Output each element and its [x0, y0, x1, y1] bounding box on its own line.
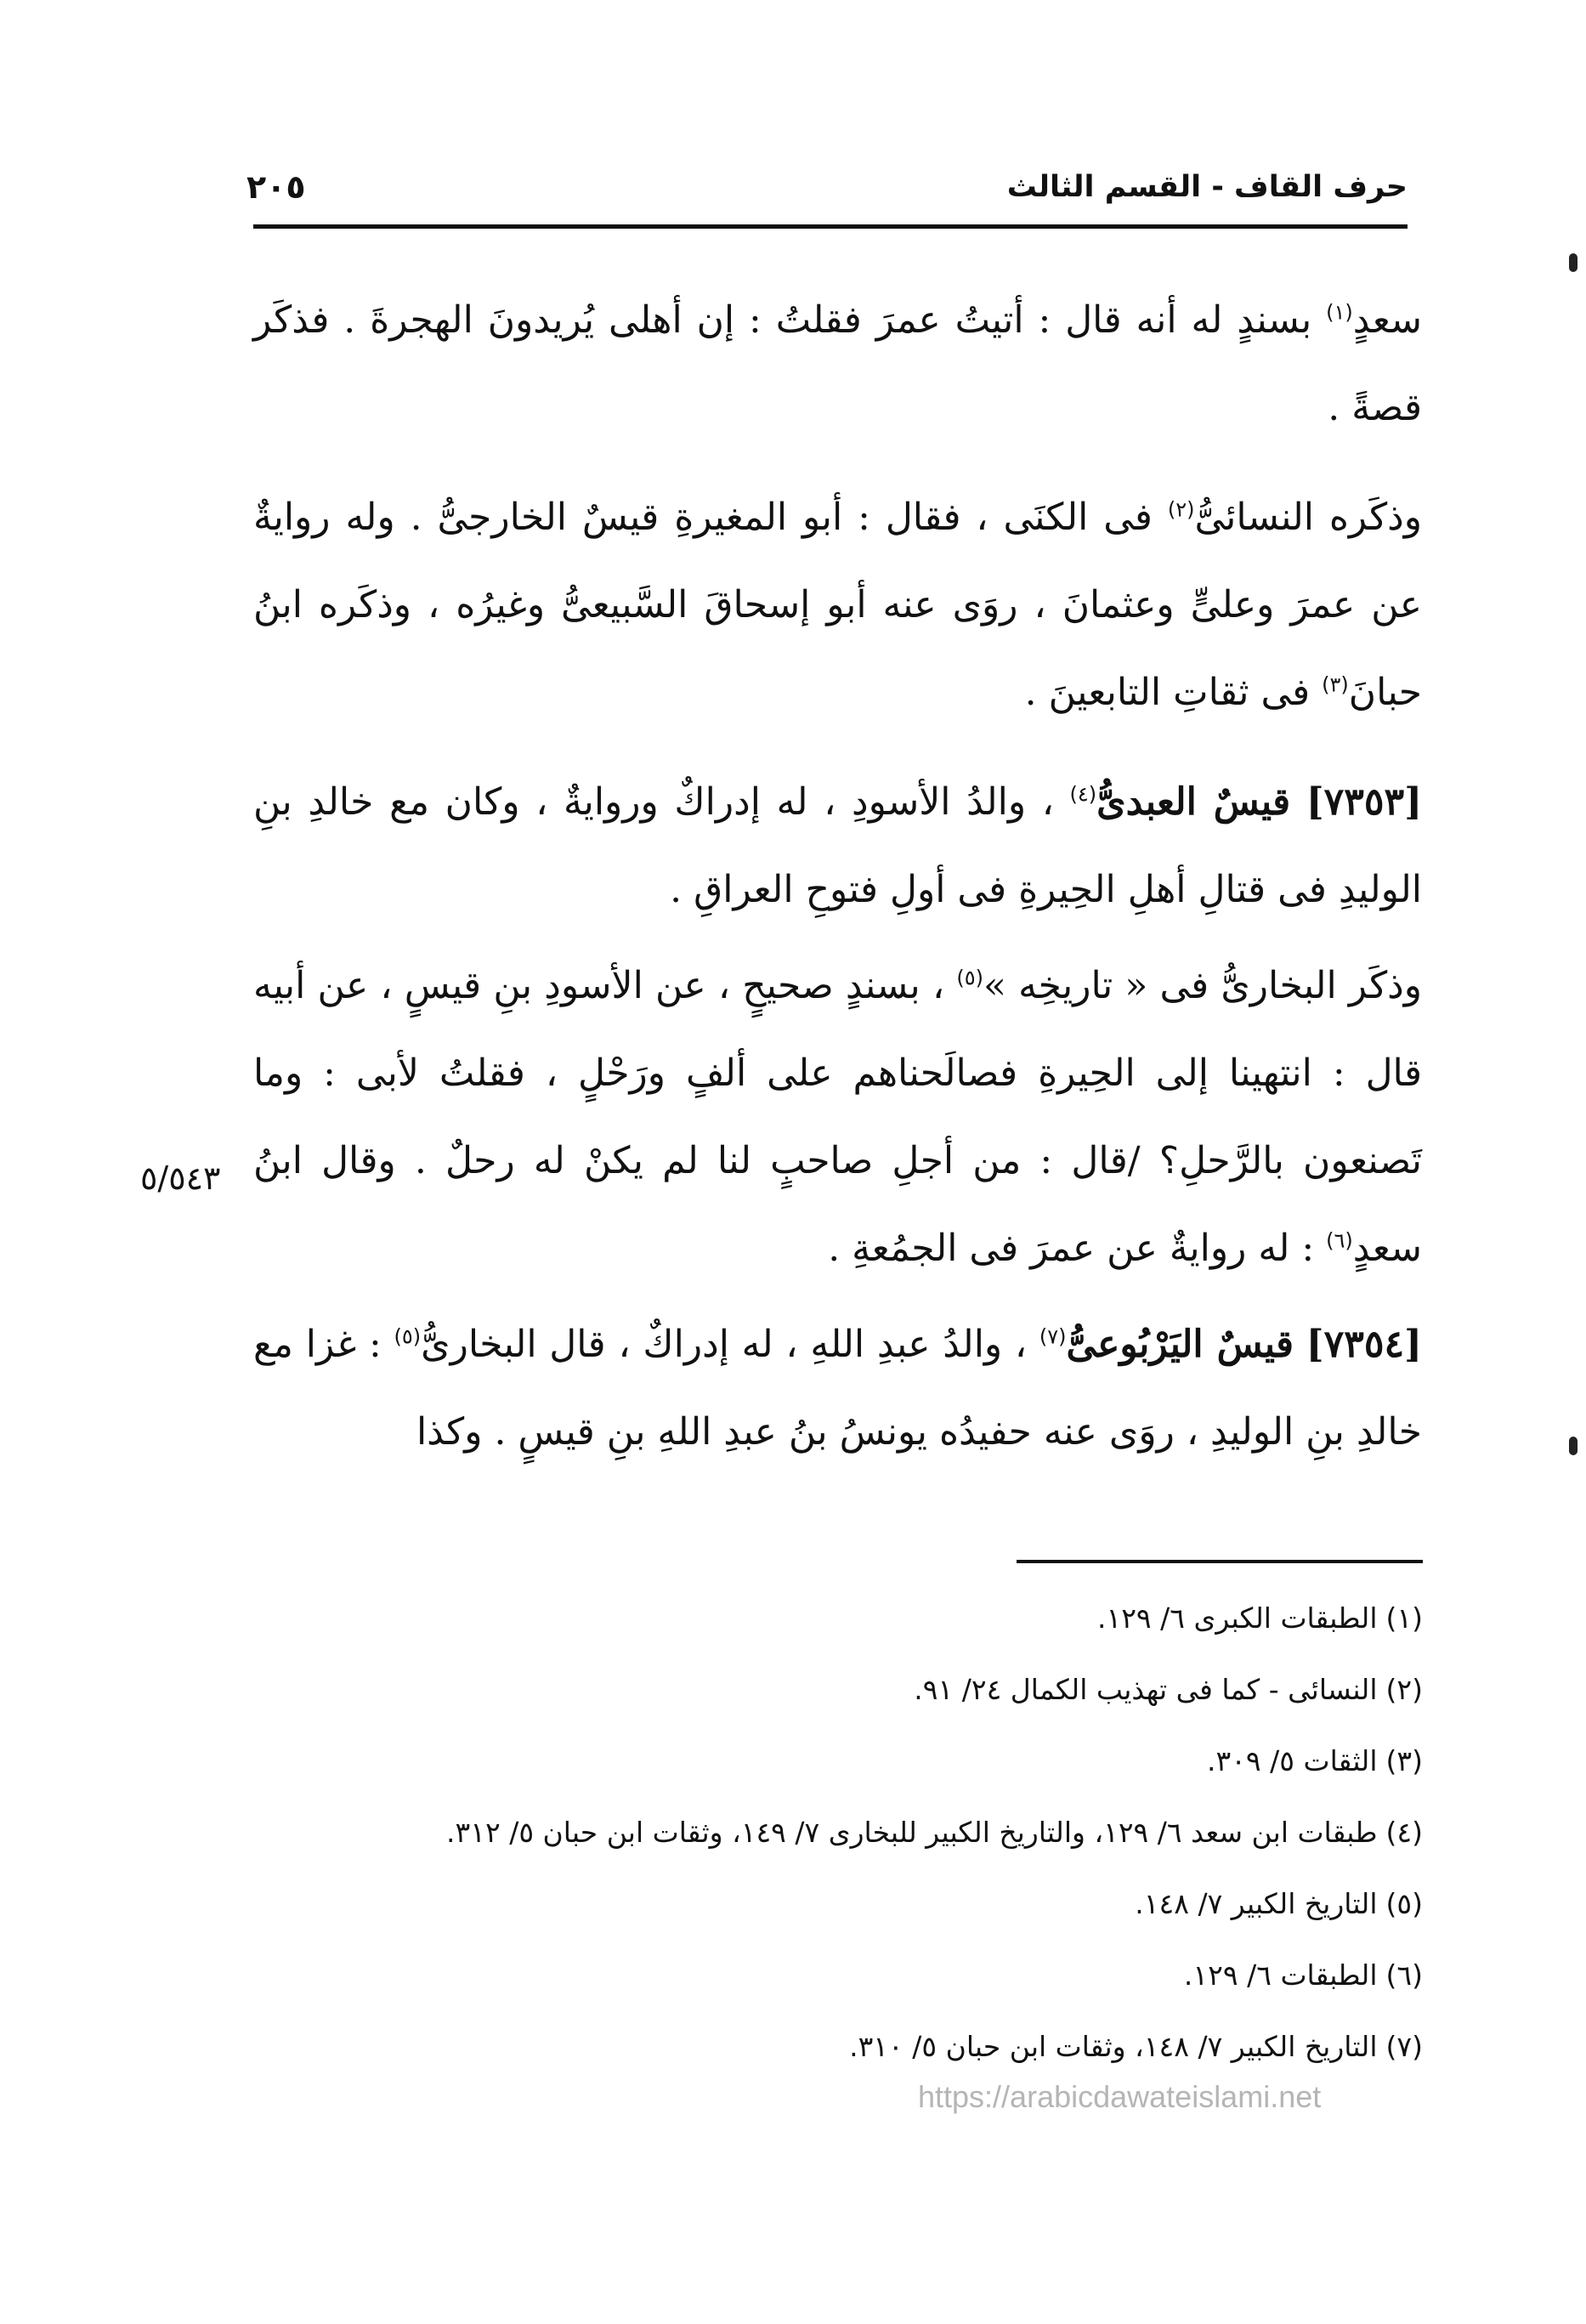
- text-run: : غزا مع خالدِ بنِ الوليدِ ، روَى عنه حفيدُه يونسُ بنُ عبدِ اللهِ بنِ قيسٍ . وكذا: [253, 1323, 1422, 1454]
- text-run: بسندٍ له أنه قال : أتيتُ عمرَ فقلتُ : إن أهلى يُريدونَ الهجرةَ . فذكَر قصةً .: [253, 298, 1422, 429]
- page-header: [246, 157, 1408, 217]
- footnote-mark: (٦): [1385, 1958, 1423, 1992]
- footnote-ref: (٥): [394, 1324, 422, 1349]
- watermark-url: https://arabicdawateislami.net: [918, 2079, 1322, 2114]
- paragraph-2: [253, 473, 1422, 736]
- footnote-mark: (٥): [1385, 1887, 1423, 1920]
- footnote-mark: (٧): [1385, 2030, 1423, 2063]
- footnote-ref: (٤): [1069, 782, 1097, 807]
- footnote-1: [246, 1583, 1423, 1654]
- footnote-mark: (٣): [1385, 1744, 1423, 1777]
- footnote-text: طبقات ابن سعد ٦/ ١٢٩، والتاريخ الكبير للبخارى ٧/ ١٤٩، وثقات ابن حبان ٥/ ٣١٢.: [446, 1816, 1378, 1849]
- text-run: سعدٍ: [1352, 298, 1422, 342]
- text-run: : له روايةٌ عن عمرَ فى الجمُعةِ .: [828, 1227, 1327, 1270]
- footnote-text: التاريخ الكبير ٧/ ١٤٨.: [1135, 1887, 1378, 1920]
- footnote-ref: (٢): [1167, 497, 1195, 522]
- header-rule: [253, 224, 1408, 229]
- footnote-5: [246, 1868, 1423, 1940]
- footnote-rule: [1017, 1560, 1423, 1563]
- text-run: ، بسندٍ صحيحٍ ، عن الأسودِ بنِ قيسٍ ، عن أبيه قال : انتهينا إلى الحِيرةِ فصالَحناهم على ألفٍ ورَحْلٍ ، فقلتُ لأبى : وما تَصنعون بالرَّحلِ؟ /قال : من أجلِ صاحبٍ لنا لم يكنْ له رحلٌ . وقال ابنُ سعدٍ: [253, 964, 1422, 1270]
- entry-7354: [253, 1301, 1422, 1476]
- text-run: فى ثقاتِ التابعينَ .: [1024, 671, 1323, 714]
- footnote-text: الطبقات الكبرى ٦/ ١٢٩.: [1096, 1601, 1378, 1635]
- footnote-3: [246, 1726, 1423, 1797]
- footnote-4: [246, 1797, 1423, 1868]
- margin-page-reference: ٥/٥٤٣: [140, 1159, 221, 1197]
- entry-number: [٧٣٥٤]: [1306, 1323, 1422, 1366]
- paragraph-1: [253, 276, 1422, 451]
- entry-name: قيسٌ اليَرْبُوعىُّ: [1066, 1323, 1294, 1366]
- scan-edge-mark: [1569, 1437, 1578, 1455]
- footnote-ref: (٥): [956, 966, 983, 990]
- footnote-6: [246, 1940, 1423, 2011]
- paragraph-4: [253, 942, 1422, 1292]
- footnote-ref: (٣): [1322, 672, 1349, 697]
- text-run: فى الكنَى ، فقال : أبو المغيرةِ قيسٌ الخارجىُّ . وله روايةٌ عن عمرَ وعلىٍّ وعثمانَ ، روَى عنه أبو إسحاقَ السَّبيعىُّ وغيرُه ، وذكَره ابنُ حبانَ: [253, 496, 1422, 714]
- footnote-ref: (٧): [1039, 1324, 1067, 1349]
- entry-name: قيسٌ العبدىُّ: [1096, 780, 1291, 824]
- running-title: حرف القاف - القسم الثالث: [1006, 170, 1408, 204]
- footnote-mark: (٢): [1385, 1673, 1423, 1706]
- entry-7353: [253, 758, 1422, 933]
- entry-number: [٧٣٥٣]: [1306, 780, 1423, 824]
- page-number: ٢٠٥: [246, 168, 306, 206]
- footnote-mark: (٤): [1385, 1816, 1423, 1849]
- footnote-mark: (١): [1385, 1601, 1423, 1635]
- footnote-text: النسائى - كما فى تهذيب الكمال ٢٤/ ٩١.: [914, 1673, 1378, 1706]
- footnote-ref: (٦): [1326, 1228, 1353, 1253]
- scan-edge-mark: [1569, 253, 1578, 272]
- text-run: ، والدُ الأسودِ ، له إدراكٌ وروايةٌ ، وكان مع خالدِ بنِ الوليدِ فى قتالِ أهلِ الحِيرةِ فى أولِ فتوحِ العراقِ .: [253, 780, 1422, 911]
- footnote-text: الطبقات ٦/ ١٢٩.: [1183, 1958, 1378, 1992]
- footnote-ref: (١): [1326, 300, 1353, 325]
- text-run: وذكَره النسائىُّ: [1194, 496, 1422, 539]
- body-text: [253, 276, 1422, 1498]
- text-run: وذكَر البخارىُّ فى « تاريخِه »: [983, 964, 1422, 1007]
- footnotes: [246, 1583, 1423, 2083]
- footnote-7: [246, 2011, 1423, 2083]
- footnote-text: التاريخ الكبير ٧/ ١٤٨، وثقات ابن حبان ٥/ ٣١٠.: [849, 2030, 1378, 2063]
- text-run: ، والدُ عبدِ اللهِ ، له إدراكٌ ، قال البخارىُّ: [421, 1323, 1039, 1366]
- footnote-2: [246, 1654, 1423, 1726]
- footnote-text: الثقات ٥/ ٣٠٩.: [1206, 1744, 1378, 1777]
